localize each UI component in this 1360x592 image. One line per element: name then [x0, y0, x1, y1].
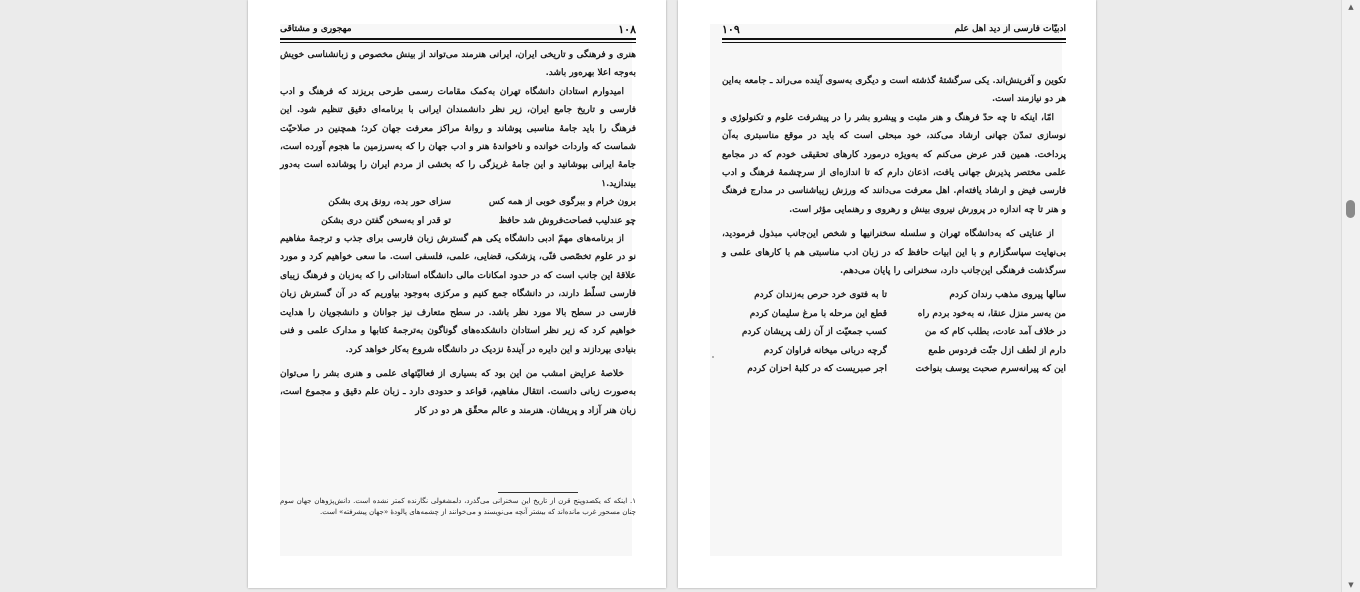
page-header [280, 22, 636, 36]
poem-hemistich: کسب جمعیّت از آن زلف پریشان کردم [741, 327, 887, 338]
poem-hemistich: گرچه دربانی میخانه فراوان کردم [763, 345, 887, 356]
page-header [722, 22, 1066, 36]
poem-hemistich: سالها پیروی مذهب رندان کردم [949, 290, 1066, 301]
footnote-rule [498, 492, 578, 493]
page-body [280, 46, 636, 420]
paragraph: هنری و فرهنگی و تاریخی ایران، ایرانی هنرمند می‌تواند از بینش مخصوص و زبانشناسی خویش به‌وجه اعلا بهره‌ور باشد. [280, 50, 636, 79]
footnote: ۱. اینکه که یکصدوپنج قرن از تاریخ این سخنرانی می‌گذرد، دلمشغولی نگارنده کمتر نشده است. دانش‌پژوهان جهان سوم چنان مسحور غرب مانده‌اند که بیشتر آنچه می‌نویسند و می‌خوانند از چشمه‌های پالودهٔ «جهان پیشرفته» است. [280, 497, 636, 516]
poem-hemistich: اجر صبریست که در کلبهٔ احزان کردم [747, 364, 887, 375]
scroll-down-arrow-icon[interactable]: ▼ [1348, 581, 1354, 589]
page-body [722, 72, 1066, 379]
header-rule [722, 38, 1066, 43]
poem-hemistich: تو قدر او به‌سخن گفتن دری بشکن [321, 215, 451, 226]
page-number: ۱۰۸ [618, 22, 636, 36]
poem [280, 193, 636, 230]
paragraph: خلاصهٔ عرایض امشب من این بود که بسیاری از فعالیّتهای علمی و هنری بشر را می‌توان به‌صورت زبانی دانست. انتقال مفاهیم، قواعد و حدودی دارد ـ زبان علم دقیق و مجموع است، زبان هنر آزاد و پریشان. هنرمند و عالم محقّق هر دو در کار [280, 368, 636, 416]
poem [722, 286, 1066, 378]
paragraph: از برنامه‌های مهمّ ادبی دانشگاه یکی هم گسترش زبان فارسی برای جذب و ترجمهٔ مفاهیم نو در علوم تخصّصی فنّی، پزشکی، قضایی، علمی، فلسفی است. ما سعی خواهیم کرد و مورد علاقهٔ این جانب است که در حدود امکانات مالی دانشگاه استادانی را که به‌زبان و فرهنگ زیبای فارسی تسلّط دارند، در دانشگاه جمع کنیم و مرکزی به‌وجود بیاوریم که در آن گسترش زبان فارسی در سطح بالا مورد نظر باشد. در سطح متعارف نیز جوانان و دانشجویان را هدایت خواهیم کرد که زیر نظر استادان دانشکده‌های گوناگون به‌ترجمهٔ کتابها و مدارک علمی و فنی بنیادی بپردازند و این دایره در آیندهٔ نزدیک در دانشگاه شروع به‌کار خواهد کرد. [280, 234, 636, 355]
running-title: ادبیّات فارسی از دید اهل علم [954, 24, 1066, 34]
scan-speck [712, 356, 714, 358]
poem-hemistich: قطع این مرحله با مرغ سلیمان کردم [749, 308, 887, 319]
poem-hemistich: من به‌سر منزل عنقا، نه به‌خود بردم راه [917, 308, 1066, 319]
running-title: مهجوری و مشتاقی [280, 24, 352, 34]
paragraph: تکوین و آفرینش‌اند. یکی سرگشتهٔ گذشته است و دیگری به‌سوی آینده می‌راند ـ جامعه به‌این هر دو نیازمند است. [722, 76, 1066, 105]
poem-hemistich: برون خرام و ببرگوی خوبی از همه کس [488, 197, 636, 208]
page-109 [678, 0, 1096, 588]
scroll-up-arrow-icon[interactable]: ▲ [1348, 3, 1354, 11]
page-108 [248, 0, 666, 588]
poem-hemistich: این که پیرانه‌سرم صحبت یوسف بنواخت [915, 364, 1066, 375]
poem-hemistich: تا به فتوی خرد حرص به‌زندان کردم [754, 290, 887, 301]
vertical-scrollbar[interactable] [1341, 0, 1360, 592]
poem-hemistich: سزای حور بده، رونق پری بشکن [328, 197, 451, 208]
paragraph: امیدوارم استادان دانشگاه تهران به‌کمک مقامات رسمی طرحی بریزند که فرهنگ و ادب فارسی و تاریخ جامع ایران، زیر نظر دانشمندان ایرانی با برنامه‌ای دقیق تنظیم شود. این فرهنگ را باید جامهٔ مناسبی پوشاند و روانهٔ مراکز معرفت جهان کرد؛ همچنین در صلاحیّت شماست که واردات خوانده و ناخواندهٔ هنر و ادب جهان را که به‌سرزمین ما هجوم آورده است، جامهٔ ایرانی بپوشانید و این جامهٔ غریزگی را که بخشی از مردم ایران را پوشانده است به‌دور بیندازید.۱ [280, 86, 636, 189]
page-number: ۱۰۹ [722, 22, 740, 36]
poem-hemistich: چو عندلیب فصاحت‌فروش شد حافظ [498, 215, 636, 226]
poem-hemistich: دارم از لطف ازل جنّت فردوس طمع [928, 345, 1066, 356]
header-rule [280, 38, 636, 43]
poem-hemistich: در خلاف آمد عادت، بطلب کام که من [924, 327, 1066, 338]
paragraph: از عنایتی که به‌دانشگاه تهران و سلسله سخنرانیها و شخص این‌جانب مبذول فرمودید، بی‌نهایت سپاسگزارم و با این ابیات حافظ که در زبان ادب مناسبتی هم با کارهای علمی و سرگذشت فرهنگی این‌جانب دارد، سخنرانی را پایان می‌دهم. [722, 229, 1066, 277]
scrollbar-thumb[interactable] [1346, 200, 1355, 218]
paragraph: امّا، اینکه تا چه حدّ فرهنگ و هنر مثبت و پیشرو بشر را در پیشرفت علوم و تکنولوژی و نوسازی تمدّن جهانی ارشاد می‌کند، خود مبحثی است که باید در موقع مناسبتری به‌آن پرداخت. همین قدر عرض می‌کنم که به‌ویژه درمورد کارهای تحقیقی خودم که در مجامع علمی مختصر پذیرش جهانی یافت، اذعان دارم که تا اندازه‌ای از سرچشمهٔ فرهنگ و ادب فارسی فیض و ارشاد یافته‌ام. اهل معرفت می‌دانند که ورزش زیباشناسی در مدارج فرهنگ و هنر تا چه اندازه در پرورش نیروی بینش و رهروی و رهنمایی مؤثر است. [722, 112, 1066, 215]
